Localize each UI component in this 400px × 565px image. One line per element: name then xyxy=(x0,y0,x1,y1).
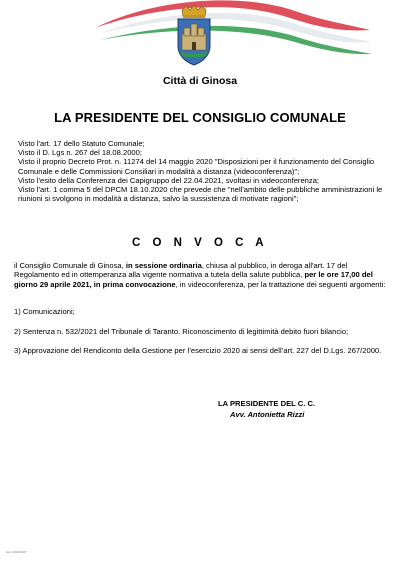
premise-line: Visto il D. Lgs n. 267 del 18.08.2000; xyxy=(18,148,142,158)
premise-line: Visto il proprio Decreto Prot. n. 11274 del 14 maggio 2020 "Disposizioni per il funzionamento del Consiglio Comunale e delle Commissioni Consiliari in modalità a distanza (videoconferenza)"; xyxy=(18,157,375,176)
city-crest-icon xyxy=(172,4,216,66)
agenda-item: 3) Approvazione del Rendiconto della Gestione per l’esercizio 2020 ai sensi dell’art. 227 del D.Lgs. 267/2000. xyxy=(14,346,382,355)
premise-line: Visto l'art. 17 dello Statuto Comunale; xyxy=(18,139,145,148)
meeting-date-time: per le ore 17,00 del giorno 29 aprile 2021, in prima convocazione xyxy=(14,270,373,289)
convoca-heading: C O N V O C A xyxy=(131,237,269,249)
body-text-3: , in videoconferenza, per la trattazione dei seguenti argomenti: xyxy=(175,279,386,289)
premises-block xyxy=(18,139,390,203)
session-type: in sessione ordinaria xyxy=(125,261,202,270)
agenda-item: 1) Comunicazioni; xyxy=(14,307,75,316)
convocation-paragraph xyxy=(14,261,392,289)
premise-line: Visto l'esito della Conferenza dei Capigruppo del 22.04.2021, svoltasi in videoconferenza; xyxy=(18,175,320,185)
signature-name: Avv. Antonietta Rizzi xyxy=(230,410,305,419)
signature-role: LA PRESIDENTE DEL C. C. xyxy=(218,399,316,408)
agenda-item: 2) Sentenza n. 532/2021 del Tribunale di Taranto. Riconoscimento di legittimità debito fuori bilancio; xyxy=(14,326,349,336)
body-text-2: , chiusa al pubblico, in deroga all'art. 17 del Regolamento ed in ottemperanza alla vigente normativa a tutela della salute pubblica, xyxy=(14,261,348,280)
document-title: LA PRESIDENTE DEL CONSIGLIO COMUNALE xyxy=(54,110,346,125)
agenda-list xyxy=(14,306,392,365)
footnote: doc. 2021/0427 xyxy=(6,550,27,554)
premise-line: Visto l'art. 1 comma 5 del DPCM 18.10.2020 che prevede che "nell'ambito delle pubbliche amministrazioni le riunioni si svolgono in modalità a distanza, salvo la sussistenza di motivate ragioni"; xyxy=(18,185,383,204)
city-name: Città di Ginosa xyxy=(162,75,238,87)
body-text-1: il Consiglio Comunale di Ginosa, xyxy=(14,261,126,270)
